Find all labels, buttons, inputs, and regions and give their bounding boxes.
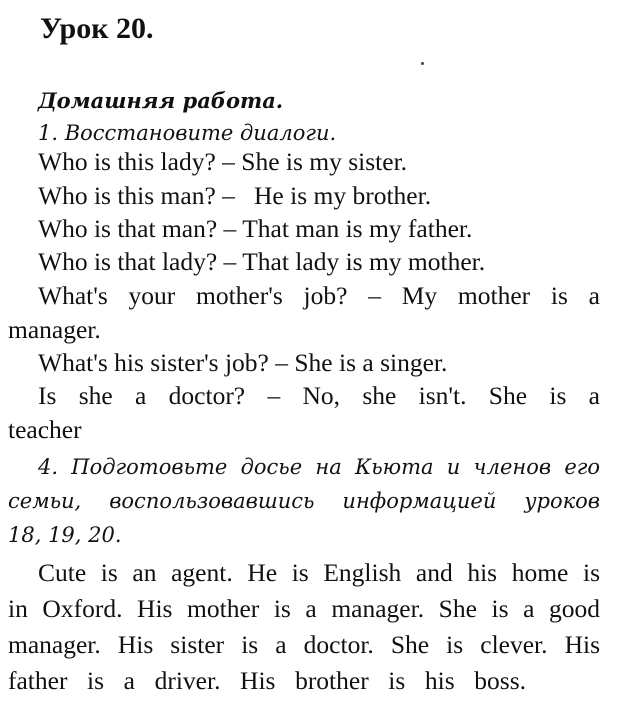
task4-title-line: семьи, воспользовавшись информацией уроков — [8, 489, 600, 513]
homework-title: Домашняя работа. — [38, 88, 284, 113]
dialogue-line: Who is that lady? – That lady is my mother. — [38, 247, 486, 276]
dossier-text-line: in Oxford. His mother is a manager. She is a good — [8, 594, 600, 623]
dossier-text-line: manager. His sister is a doctor. She is clever. His — [8, 630, 600, 659]
speck — [421, 62, 424, 65]
dialogue-line: manager. — [8, 315, 101, 344]
dialogue-line: Who is this man? – He is my brother. — [38, 181, 432, 210]
task4-title-line: 4. Подготовьте досье на Кьюта и членов его — [38, 455, 600, 479]
dialogue-line: What's his sister's job? – She is a singer. — [38, 348, 448, 377]
dialogue-line: teacher — [8, 415, 82, 444]
dossier-text-line: father is a driver. His brother is his boss. — [8, 666, 526, 695]
dialogue-line: Who is this lady? – She is my sister. — [38, 147, 408, 176]
dialogue-line: What's your mother's job? – My mother is a — [38, 281, 600, 310]
lesson-title: Урок 20. — [40, 12, 154, 45]
dialogue-line: Is she a doctor? – No, she isn't. She is a — [38, 381, 600, 410]
task1-title: 1. Восстановите диалоги. — [38, 121, 337, 145]
dossier-text-line: Cute is an agent. He is English and his home is — [38, 558, 600, 587]
task4-title-line: 18, 19, 20. — [8, 523, 122, 547]
dialogue-line: Who is that man? – That man is my father. — [38, 214, 473, 243]
